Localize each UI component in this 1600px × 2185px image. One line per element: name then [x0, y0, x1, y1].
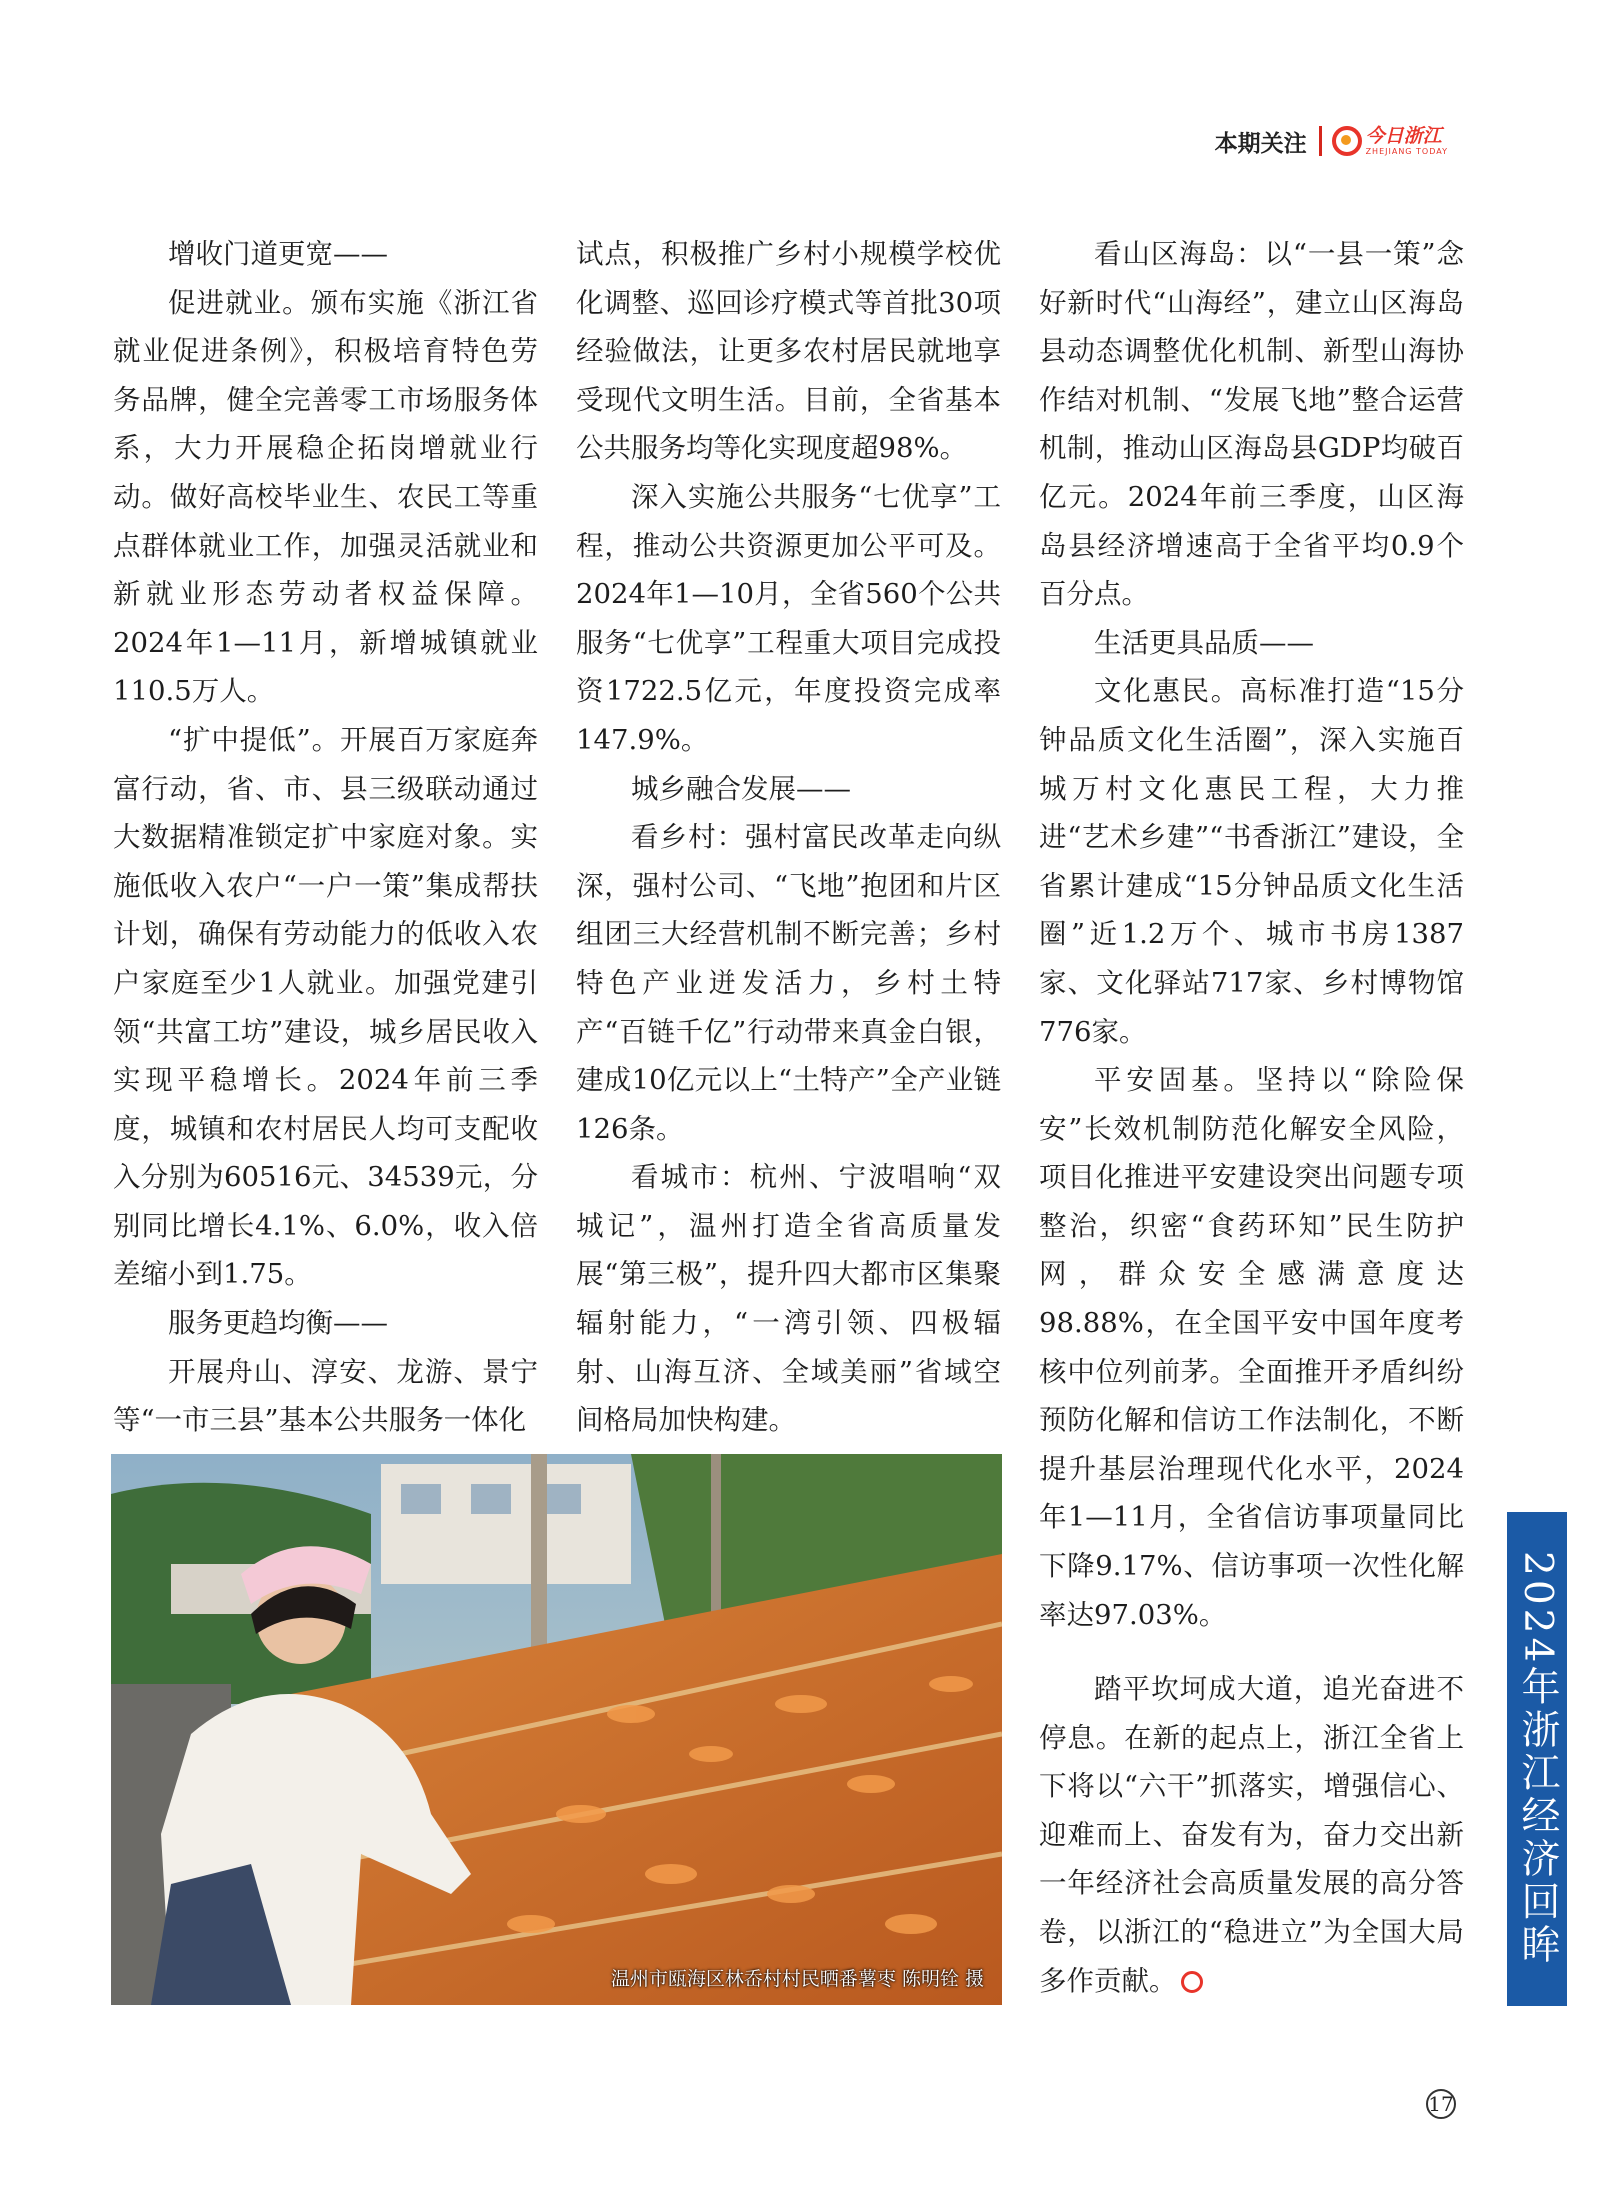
paragraph-villages: 看乡村：强村富民改革走向纵深，强村公司、“飞地”抱团和片区组团三大经营机制不断完善；乡村特色产业迸发活力，乡村土特产“百链千亿”行动带来真金白银，建成10亿元以上“土特产”全产业链126条。: [576, 821, 1001, 1145]
closing-block: [1039, 1665, 1464, 2005]
brand-logo-block: [1332, 126, 1448, 156]
subheading-quality-life: 生活更具品质——: [1094, 626, 1314, 659]
paragraph-employment: 促进就业。颁布实施《浙江省就业促进条例》，积极培育特色劳务品牌，健全完善零工市场服务体系，大力开展稳企拓岗增就业行动。做好高校毕业生、农民工等重点群体就业工作，加强灵活就业和新就业形态劳动者权益保障。2024年1—11月，新增城镇就业110.5万人。: [113, 286, 538, 708]
brand-name-cn: 今日浙江: [1365, 124, 1442, 147]
brand-name-en: ZHEJIANG TODAY: [1365, 146, 1448, 156]
article-column-3: [1039, 230, 1464, 1639]
side-tab-label: 2024年浙江经济回眸: [1515, 1550, 1560, 1968]
page-header: [1215, 122, 1448, 160]
page-number: 17: [1426, 2089, 1456, 2119]
brand-text: [1365, 124, 1448, 156]
paragraph-closing: [1039, 1665, 1464, 2005]
photo-caption: 温州市瓯海区林岙村村民晒番薯枣 陈明铨 摄: [610, 1968, 984, 1990]
section-label: 本期关注: [1214, 130, 1307, 157]
paragraph-pilot-start: 开展舟山、淳安、龙游、景宁等“一市三县”基本公共服务一体化: [113, 1355, 538, 1437]
photo-illustration: [111, 1454, 1002, 2005]
subheading-services: 服务更趋均衡——: [168, 1307, 388, 1340]
subheading-urban-rural: 城乡融合发展——: [631, 772, 851, 805]
article-column-1: [113, 230, 538, 1445]
paragraph-mountain-islands: 看山区海岛：以“一县一策”念好新时代“山海经”，建立山区海岛县动态调整优化机制、新型山海协作结对机制、“发展飞地”整合运营机制，推动山区海岛县GDP均破百亿元。2024年前三季度，山区海岛县经济增速高于全省平均0.9个百分点。: [1039, 238, 1464, 611]
article-column-2: [576, 230, 1001, 1445]
end-mark-icon: [1181, 1971, 1203, 1993]
feature-photo: [111, 1454, 1002, 2005]
paragraph-cities: 看城市：杭州、宁波唱响“双城记”，温州打造全省高质量发展“第三极”，提升四大都市区集聚辐射能力，“一湾引领、四极辐射、山海互济、全域美丽”省域空间格局加快构建。: [576, 1161, 1001, 1437]
paragraph-pilot-cont: 试点，积极推广乡村小规模学校优化调整、巡回诊疗模式等首批30项经验做法，让更多农村居民就地享受现代文明生活。目前，全省基本公共服务均等化实现度超98%。: [576, 238, 1001, 465]
closing-text: 踏平坎坷成大道，追光奋进不停息。在新的起点上，浙江全省上下将以“六干”抓落实，增强信心、迎难而上、奋发有为，奋力交出新一年经济社会高质量发展的高分答卷，以浙江的“稳进立”为全国大局多作贡献。: [1039, 1673, 1464, 1997]
subheading-income: 增收门道更宽——: [168, 238, 388, 270]
header-divider: [1319, 126, 1322, 156]
paragraph-culture: 文化惠民。高标准打造“15分钟品质文化生活圈”，深入实施百城万村文化惠民工程，大力推进“艺术乡建”“书香浙江”建设，全省累计建成“15分钟品质文化生活圈”近1.2万个、城市书房1387家、文化驿站717家、乡村博物馆776家。: [1039, 675, 1464, 1048]
paragraph-safety: 平安固基。坚持以“除险保安”长效机制防范化解安全风险，项目化推进平安建设突出问题专项整治，织密“食药环知”民生防护网，群众安全感满意度达98.88%，在全国平安中国年度考核中位列前茅。全面推开矛盾纠纷预防化解和信访工作法制化，不断提升基层治理现代化水平，2024年1—11月，全省信访事项量同比下降9.17%、信访事项一次性化解率达97.03%。: [1039, 1064, 1464, 1631]
paragraph-seven-benefits: 深入实施公共服务“七优享”工程，推动公共资源更加公平可及。2024年1—10月，全省560个公共服务“七优享”工程重大项目完成投资1722.5亿元，年度投资完成率147.9%。: [576, 480, 1001, 756]
brand-logo-icon: [1332, 126, 1362, 156]
paragraph-middle-income: “扩中提低”。开展百万家庭奔富行动，省、市、县三级联动通过大数据精准锁定扩中家庭对象。实施低收入农户“一户一策”集成帮扶计划，确保有劳动能力的低收入农户家庭至少1人就业。加强党建引领“共富工坊”建设，城乡居民收入实现平稳增长。2024年前三季度，城镇和农村居民人均可支配收入分别为60516元、34539元，分别同比增长4.1%、6.0%，收入倍差缩小到1.75。: [113, 723, 538, 1291]
side-tab: [1507, 1512, 1567, 2006]
